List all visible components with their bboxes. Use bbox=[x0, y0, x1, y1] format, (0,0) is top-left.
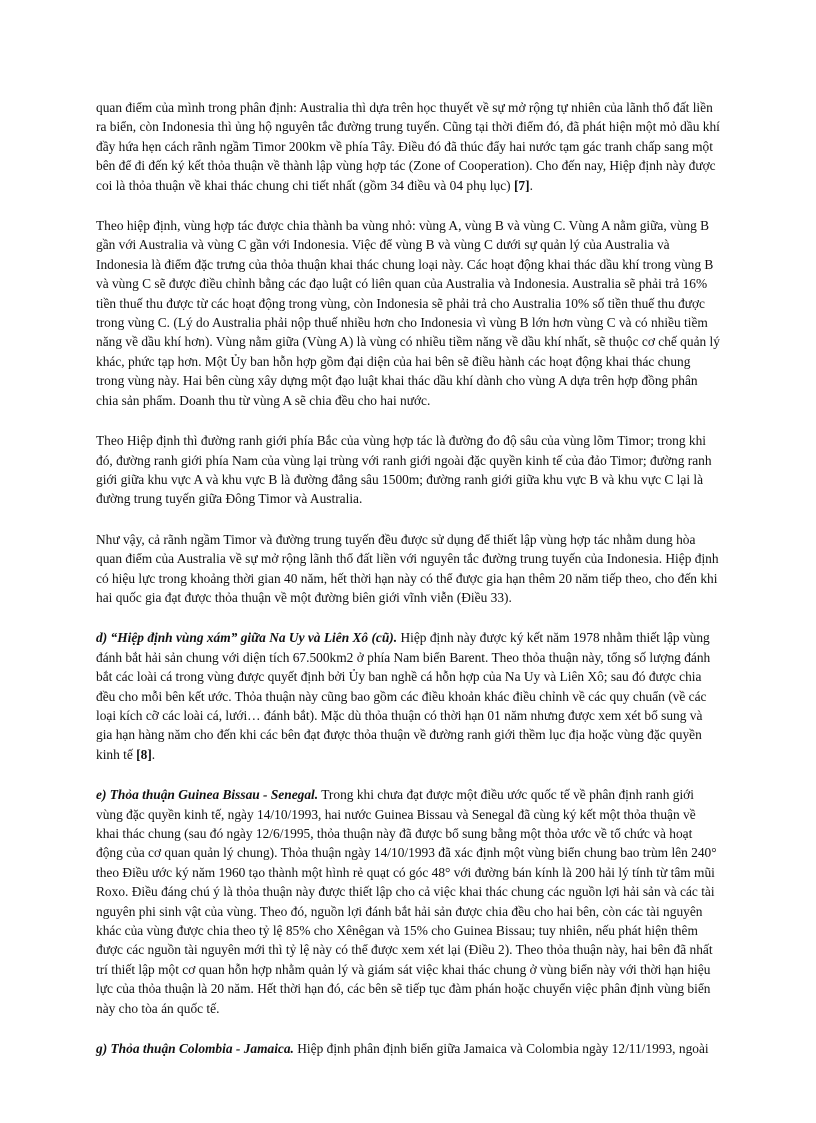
paragraph-text: Hiệp định phân định biển giữa Jamaica và Colombia ngày 12/11/1993, ngoài bbox=[293, 1041, 709, 1057]
citation-ref: [8] bbox=[136, 746, 152, 762]
paragraph-grey-zone bbox=[96, 628, 721, 764]
paragraph-summary: Như vậy, cả rãnh ngầm Timor và đường trung tuyến đều được sử dụng để thiết lập vùng hợp tác nhằm dung hòa quan điểm của Australia về sự mở rộng lãnh thổ đất liền với nguyên tắc đường trung tuyến của Indonesia. Hiệp định có hiệu lực trong khoảng thời gian 40 năm, hết thời hạn này có thể được gia hạn thêm 20 năm tiếp theo, cho đến khi hai quốc gia đạt được thỏa thuận về một đường biên giới vĩnh viễn (Điều 33). bbox=[96, 531, 719, 605]
paragraph-text: quan điểm của mình trong phân định: Australia thì dựa trên học thuyết về sự mở rộng tự nhiên của lãnh thổ đất liền ra biển, còn Indonesia thì ủng hộ nguyên tắc đường trung tuyến. Cũng tại thời điểm đó, đã phát hiện một mỏ dầu khí đầy hứa hẹn cách rãnh ngầm Timor 200km về phía Tây. Điều đó đã thúc đẩy hai nước tạm gác tranh chấp sang một bên để đi đến ký kết thỏa thuận về thành lập vùng hợp tác (Zone of Cooperation). Cho đến nay, Hiệp định này được coi là thỏa thuận về khai thác chung chi tiết nhất (gồm 34 điều và 04 phụ lục) bbox=[96, 100, 720, 193]
paragraph-tail: . bbox=[529, 177, 533, 193]
section-heading-e: e) Thỏa thuận Guinea Bissau - Senegal. bbox=[96, 787, 319, 803]
paragraph-zones: Theo hiệp định, vùng hợp tác được chia thành ba vùng nhỏ: vùng A, vùng B và vùng C. Vùng A nằm giữa, vùng B gần với Australia và vùng C gần với Indonesia. Việc để vùng B và vùng C dưới sự quản lý của Australia và Indonesia là điểm đặc trưng của thỏa thuận khai thác chung loại này. Các hoạt động khai thác dầu khí trong vùng B và vùng C sẽ được điều chỉnh bằng các đạo luật có liên quan của Australia và Indonesia. Australia sẽ phải trả 16% tiền thuế thu được từ các hoạt động trong vùng, còn Indonesia sẽ phải trả cho Australia 10% số tiền thuế thu được trong vùng C. (Lý do Australia phải nộp thuế nhiều hơn cho Indonesia vì vùng B lớn hơn vùng C và có nhiều tiềm năng về dầu khí hơn). Vùng nằm giữa (Vùng A) là vùng có nhiều tiềm năng về dầu khí nhất, sẽ thuộc cơ chế quản lý khác, phức tạp hơn. Một Ủy ban hỗn hợp gồm đại diện của hai bên sẽ điều hành các hoạt động khai thác chung trong vùng này. Hai bên cùng xây dựng một đạo luật khai thác dầu khí dành cho vùng A dựa trên hợp đồng phân chia sản phẩm. Doanh thu từ vùng A sẽ chia đều cho hai nước. bbox=[96, 218, 720, 408]
section-heading-g: g) Thỏa thuận Colombia - Jamaica. bbox=[96, 1041, 294, 1057]
paragraph-guinea-senegal bbox=[96, 785, 721, 1018]
section-heading-d: d) “Hiệp định vùng xám” giữa Na Uy và Liên Xô (cũ). bbox=[96, 630, 398, 646]
paragraph-text: Hiệp định này được ký kết năm 1978 nhằm thiết lập vùng đánh bắt hải sản chung với diện tích 67.500km2 ở phía Nam biển Barent. Theo thỏa thuận này, tổng số lượng đánh bắt các loài cá trong vùng được quyết định bởi Ủy ban nghề cá hỗn hợp của Na Uy và Liên Xô; sau đó được chia đều cho mỗi bên kết ước. Thỏa thuận này cũng bao gồm các điều khoản khác điều chỉnh về các quy chuẩn (về các loại kích cỡ các loài cá, lưới… đánh bắt). Mặc dù thỏa thuận có thời hạn 01 năm nhưng được xem xét bổ sung và gia hạn hàng năm cho đến khi các bên đạt được thỏa thuận về đường ranh giới thềm lục địa hoặc vùng đặc quyền kinh tế bbox=[96, 630, 711, 762]
paragraph-colombia-jamaica bbox=[96, 1039, 721, 1058]
paragraph-text: Trong khi chưa đạt được một điều ước quốc tế về phân định ranh giới vùng đặc quyền kinh tế, ngày 14/10/1993, hai nước Guinea Bissau và Senegal đã cùng ký kết một thỏa thuận về khai thác chung (sau đó ngày 12/6/1995, thỏa thuận này đã được bổ sung bằng một thỏa ước về tổ chức và hoạt động của cơ quan quản lý chung). Thỏa thuận ngày 14/10/1993 đã xác định một vùng biển chung bao trùm lên 240° theo Điều ước ký năm 1960 tạo thành một hình rẻ quạt có góc 48° với đường bán kính là 200 hải lý tính từ tâm mũi Roxo. Điều đáng chú ý là thỏa thuận này được thiết lập cho cả việc khai thác chung các nguồn lợi hải sản và các tài nguyên phi sinh vật của vùng. Theo đó, nguồn lợi đánh bắt hải sản được chia đều cho hai bên, còn các tài nguyên khác của vùng được chia theo tỷ lệ 85% cho Xênêgan và 15% cho Guinea Bissau; tuy nhiên, nếu phát hiện thêm được các nguồn tài nguyên mới thì tỷ lệ này có thể được xem xét lại (Điều 2). Theo thỏa thuận này, hai bên đã nhất trí thiết lập một cơ quan hỗn hợp nhằm quản lý và giám sát việc khai thác chung ở vùng biển này với thời hạn hiệu lực của thỏa thuận là 20 năm. Hết thời hạn đó, các bên sẽ tiếp tục đàm phán hoặc chuyển việc phân định vùng biển này cho tòa án quốc tế. bbox=[96, 787, 717, 1016]
paragraph-timor-intro bbox=[96, 98, 721, 195]
paragraph-boundaries: Theo Hiệp định thì đường ranh giới phía Bắc của vùng hợp tác là đường đo độ sâu của vùng lõm Timor; trong khi đó, đường ranh giới phía Nam của vùng lại trùng với ranh giới ngoài đặc quyền kinh tế của đảo Timor; đường ranh giới giữa khu vực A và khu vực B là đường đẳng sâu 1500m; đường ranh giới giữa khu vực B và khu vực C lại là đường trung tuyến giữa Đông Timor và Australia. bbox=[96, 433, 712, 507]
paragraph-tail: . bbox=[151, 746, 156, 762]
citation-ref: [7] bbox=[513, 177, 530, 193]
document-page bbox=[96, 98, 721, 1079]
